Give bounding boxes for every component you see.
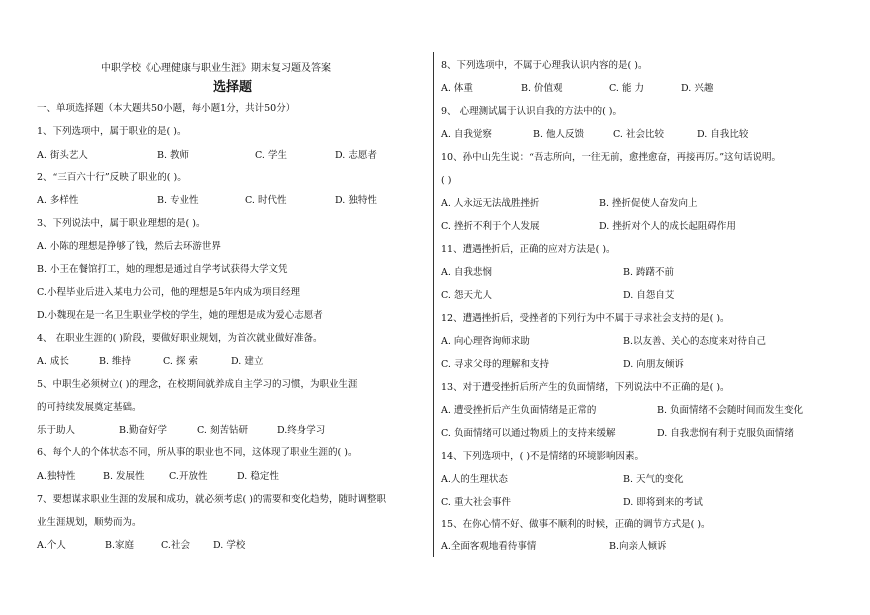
q8-option-c: C. 能 力	[609, 83, 644, 94]
q7-option-c: C.社会	[161, 540, 190, 551]
q9-option-d: D. 自我比较	[697, 129, 749, 140]
q7-option-b: B.家庭	[105, 540, 135, 551]
q2-option-b: B. 专业性	[157, 195, 199, 206]
q8-option-d: D. 兴趣	[681, 83, 714, 94]
doc-title: 中职学校《心理健康与职业生涯》期末复习题及答案	[101, 63, 331, 74]
question-5-cont: 的可持续发展奠定基础。	[37, 402, 142, 413]
q12-option-b: B.以友善、关心的态度来对待自己	[623, 336, 767, 347]
question-13: 13、对于遭受挫折后所产生的负面情绪，下列说法中不正确的是( )。	[441, 382, 730, 393]
question-14: 14、下列选项中，( )不是情绪的环境影响因素。	[441, 451, 645, 462]
question-6: 6、每个人的个体状态不同，所从事的职业也不同，这体现了职业生涯的( )。	[37, 447, 358, 458]
q11-option-a: A. 自我悲悯	[441, 267, 492, 278]
question-9: 9、 心理测试属于认识自我的方法中的( )。	[441, 106, 622, 117]
q1-option-b: B. 教师	[157, 150, 190, 161]
q10-option-d: D. 挫折对个人的成长起阻碍作用	[599, 221, 736, 232]
q10-option-b: B. 挫折促使人奋发向上	[599, 198, 698, 209]
section-intro: 一、单项选择题（本大题共50小题，每小题1分，共计50分）	[37, 103, 296, 114]
q6-option-b: B. 发展性	[103, 471, 145, 482]
q10-option-a: A. 人永远无法战胜挫折	[441, 198, 540, 209]
q15-option-a: A.全面客观地看待事情	[441, 541, 537, 552]
q11-option-b: B. 踌躇不前	[623, 267, 675, 278]
q7-option-d: D. 学校	[213, 540, 246, 551]
question-15: 15、在你心情不好、做事不顺利的时候，正确的调节方式是( )。	[441, 519, 711, 530]
q3-option-c: C.小程毕业后进入某电力公司，他的理想是5年内成为项目经理	[37, 287, 300, 298]
q13-option-d: D. 自我悲悯有利于克服负面情绪	[657, 428, 794, 439]
q1-option-d: D. 志愿者	[335, 150, 377, 161]
q12-option-c: C. 寻求父母的理解和支持	[441, 359, 549, 370]
question-4: 4、 在职业生涯的( )阶段，要做好职业规划，为首次就业做好准备。	[37, 333, 323, 344]
q4-option-a: A. 成长	[37, 356, 69, 367]
q2-option-c: C. 时代性	[245, 195, 287, 206]
q6-option-c: C.开放性	[169, 471, 208, 482]
q4-option-c: C. 探 索	[163, 356, 198, 367]
q5-option-c: C. 刻苦钻研	[197, 425, 248, 436]
question-10: 10、孙中山先生说：“吾志所向，一往无前，愈挫愈奋，再接再厉。”这句话说明。	[441, 152, 782, 163]
q13-option-c: C. 负面情绪可以通过物质上的支持来缓解	[441, 428, 616, 439]
q2-option-a: A. 多样性	[37, 195, 79, 206]
q14-option-c: C. 重大社会事件	[441, 497, 511, 508]
q13-option-b: B. 负面情绪不会随时间而发生变化	[657, 405, 804, 416]
question-2: 2、“三百六十行”反映了职业的( )。	[37, 172, 187, 183]
q8-option-a: A. 体重	[441, 83, 473, 94]
q1-option-a: A. 街头艺人	[37, 150, 88, 161]
q14-option-a: A.人的生理状态	[441, 474, 508, 485]
q12-option-a: A. 向心理咨询师求助	[441, 336, 530, 347]
section-title: 选择题	[213, 80, 253, 95]
q8-option-b: B. 价值观	[521, 83, 563, 94]
q9-option-b: B. 他人反馈	[533, 129, 585, 140]
q9-option-a: A. 自我觉察	[441, 129, 492, 140]
question-1: 1、下列选项中，属于职业的是( )。	[37, 126, 187, 137]
q2-option-d: D. 独特性	[335, 195, 377, 206]
q1-option-c: C. 学生	[255, 150, 287, 161]
column-divider	[433, 52, 434, 557]
q15-option-b: B.向亲人倾诉	[609, 541, 667, 552]
q5-option-d: D.终身学习	[277, 425, 326, 436]
question-8: 8、下列选项中，不属于心理我认识内容的是( )。	[441, 60, 648, 71]
question-10-answer-paren: ( )	[441, 175, 452, 186]
q6-option-d: D. 稳定性	[237, 471, 279, 482]
q12-option-d: D. 向朋友倾诉	[623, 359, 684, 370]
question-7: 7、要想谋求职业生涯的发展和成功，就必须考虑( )的需要和变化趋势，随时调整职	[37, 494, 386, 505]
question-3: 3、下列说法中，属于职业理想的是( )。	[37, 218, 206, 229]
q3-option-d: D.小魏现在是一名卫生职业学校的学生，她的理想是成为爱心志愿者	[37, 310, 323, 321]
q13-option-a: A. 遭受挫折后产生负面情绪是正常的	[441, 405, 597, 416]
question-7-cont: 业生涯规划，顺势而为。	[37, 517, 142, 528]
q7-option-a: A.个人	[37, 540, 66, 551]
question-11: 11、遭遇挫折后，正确的应对方法是( )。	[441, 244, 616, 255]
question-5: 5、中职生必须树立( )的理念，在校期间就养成自主学习的习惯，为职业生涯	[37, 379, 358, 390]
q3-option-b: B. 小王在餐馆打工，她的理想是通过自学考试获得大学文凭	[37, 264, 288, 275]
q11-option-d: D. 自怨自艾	[623, 290, 675, 301]
q4-option-b: B. 维持	[99, 356, 132, 367]
q11-option-c: C. 怨天尤人	[441, 290, 492, 301]
q9-option-c: C. 社会比较	[613, 129, 664, 140]
q6-option-a: A.独特性	[37, 471, 76, 482]
question-12: 12、遭遇挫折后，受挫者的下列行为中不属于寻求社会支持的是( )。	[441, 313, 730, 324]
q3-option-a: A. 小陈的理想是挣够了钱，然后去环游世界	[37, 241, 221, 252]
q5-option-a: 乐于助人	[37, 425, 76, 436]
q14-option-b: B. 天气的变化	[623, 474, 684, 485]
q4-option-d: D. 建立	[231, 356, 264, 367]
q14-option-d: D. 即将到来的考试	[623, 497, 703, 508]
q5-option-b: B.勤奋好学	[119, 425, 168, 436]
q10-option-c: C. 挫折不利于个人发展	[441, 221, 540, 232]
